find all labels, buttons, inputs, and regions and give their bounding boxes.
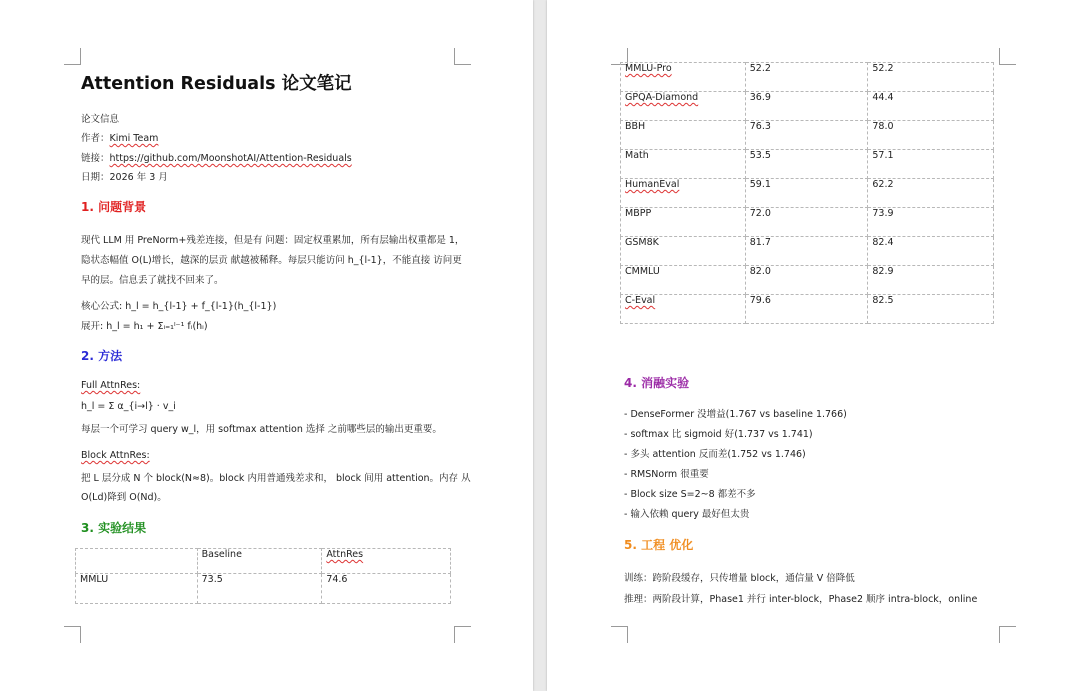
benchmark-name-cell: GPQA-Diamond (621, 92, 746, 121)
crop-mark-bottom-right (999, 626, 1016, 643)
author-label: 作者： (81, 133, 110, 144)
full-attnres-formula: h_l = Σ α_{i→l} · v_i (81, 401, 176, 412)
attnres-value-cell: 62.2 (868, 179, 994, 208)
crop-mark-bottom-left (611, 626, 628, 643)
table-row (621, 295, 994, 324)
ablation-item: - RMSNorm 很重要 (624, 469, 709, 480)
ablation-item: - 输入依赖 query 最好但太贵 (624, 509, 750, 520)
section-3-heading: 3. 实验结果 (81, 521, 147, 535)
results-table-head (75, 548, 451, 604)
benchmark-name-cell: MBPP (621, 208, 746, 237)
section-1-paragraph-line-1: 现代 LLM 用 PreNorm+残差连接，但是有 问题：固定权重累加，所有层输出权重都是 1， (81, 235, 465, 246)
crop-mark-top-right (999, 48, 1016, 65)
section-1-paragraph-line-2: 隐状态幅值 O(L)增长，越深的层贡 献越被稀释。每层只能访问 h_{l-1}，不能直接 访问更 (81, 255, 462, 266)
crop-mark-top-right (454, 48, 471, 65)
block-attnres-line-2: O(Ld)降到 O(Nd)。 (81, 492, 167, 503)
benchmark-name-cell: HumanEval (621, 179, 746, 208)
baseline-value-cell: 79.6 (745, 295, 868, 324)
training-optimization: 训练：跨阶段缓存，只传增量 block，通信量 V 倍降低 (624, 573, 855, 584)
table-row (621, 92, 994, 121)
expanded-formula: 展开: h_l = h₁ + Σᵢ₌₁ˡ⁻¹ fᵢ(hᵢ) (81, 321, 208, 332)
baseline-value-cell: 52.2 (745, 63, 868, 92)
attnres-value-cell: 82.9 (868, 266, 994, 295)
benchmark-name-cell: C-Eval (621, 295, 746, 324)
document-page-2 (547, 0, 1080, 691)
attnres-value-cell: 82.5 (868, 295, 994, 324)
attnres-value-cell: 57.1 (868, 150, 994, 179)
table-row (621, 121, 994, 150)
baseline-value-cell: 59.1 (745, 179, 868, 208)
baseline-value-cell: 53.5 (745, 150, 868, 179)
table-row (621, 237, 994, 266)
crop-mark-bottom-left (64, 626, 81, 643)
section-1-heading: 1. 问题背景 (81, 200, 147, 214)
link-line (81, 150, 352, 164)
baseline-value-cell: 73.5 (197, 574, 322, 604)
attnres-value-cell: 52.2 (868, 63, 994, 92)
block-attnres-line-1: 把 L 层分成 N 个 block(N≈8)。block 内用普通残差求和， block 间用 attention。内存 从 (81, 473, 471, 484)
baseline-value-cell: 72.0 (745, 208, 868, 237)
attnres-value-cell: 82.4 (868, 237, 994, 266)
benchmark-name-cell: GSM8K (621, 237, 746, 266)
core-formula: 核心公式: h_l = h_{l-1} + f_{l-1}(h_{l-1}) (81, 301, 277, 312)
results-header-cell: Baseline (197, 549, 322, 574)
baseline-value-cell: 81.7 (745, 237, 868, 266)
crop-mark-bottom-right (454, 626, 471, 643)
ablation-item: - 多头 attention 反而差(1.752 vs 1.746) (624, 449, 806, 460)
crop-mark-top-left (64, 48, 81, 65)
full-attnres-title: Full AttnRes: (81, 380, 141, 391)
document-page-1 (0, 0, 533, 691)
baseline-value-cell: 82.0 (745, 266, 868, 295)
benchmark-name-cell: Math (621, 150, 746, 179)
benchmark-name-cell: CMMLU (621, 266, 746, 295)
ablation-item: - DenseFormer 没增益(1.767 vs baseline 1.766) (624, 409, 847, 420)
attnres-value-cell: 74.6 (322, 574, 451, 604)
table-row (621, 63, 994, 92)
section-1-paragraph-line-3: 早的层。信息丢了就找不回来了。 (81, 275, 224, 286)
baseline-value-cell: 76.3 (745, 121, 868, 150)
date-line: 日期：2026 年 3 月 (81, 172, 168, 183)
table-row (76, 574, 451, 604)
section-2-heading: 2. 方法 (81, 349, 123, 363)
section-4-heading: 4. 消融实验 (624, 376, 690, 390)
inference-optimization: 推理：两阶段计算，Phase1 并行 inter-block，Phase2 顺序 intra-block，online (624, 594, 978, 605)
attnres-value-cell: 44.4 (868, 92, 994, 121)
table-row (621, 179, 994, 208)
link-label: 链接： (81, 153, 110, 164)
benchmark-name-cell: MMLU (76, 574, 198, 604)
repo-link[interactable]: https://github.com/MoonshotAI/Attention-Residuals (109, 153, 352, 164)
author-line (81, 130, 158, 144)
results-header-row (76, 549, 451, 574)
baseline-value-cell: 36.9 (745, 92, 868, 121)
results-header-cell (76, 549, 198, 574)
results-table-continued (620, 62, 994, 324)
table-row (621, 266, 994, 295)
info-heading: 论文信息 (81, 114, 120, 125)
ablation-item: - softmax 比 sigmoid 好(1.737 vs 1.741) (624, 429, 813, 440)
author-value: Kimi Team (109, 133, 159, 144)
attnres-value-cell: 73.9 (868, 208, 994, 237)
document-title: Attention Residuals 论文笔记 (81, 74, 352, 94)
table-row (621, 150, 994, 179)
benchmark-name-cell: BBH (621, 121, 746, 150)
benchmark-name-cell: MMLU-Pro (621, 63, 746, 92)
section-5-heading: 5. 工程 优化 (624, 538, 694, 552)
table-row (621, 208, 994, 237)
block-attnres-title: Block AttnRes: (81, 450, 150, 461)
full-attnres-description: 每层一个可学习 query w_l，用 softmax attention 选择 之前哪些层的输出更重要。 (81, 424, 442, 435)
results-header-cell: AttnRes (322, 549, 451, 574)
ablation-item: - Block size S=2~8 都差不多 (624, 489, 756, 500)
attnres-value-cell: 78.0 (868, 121, 994, 150)
